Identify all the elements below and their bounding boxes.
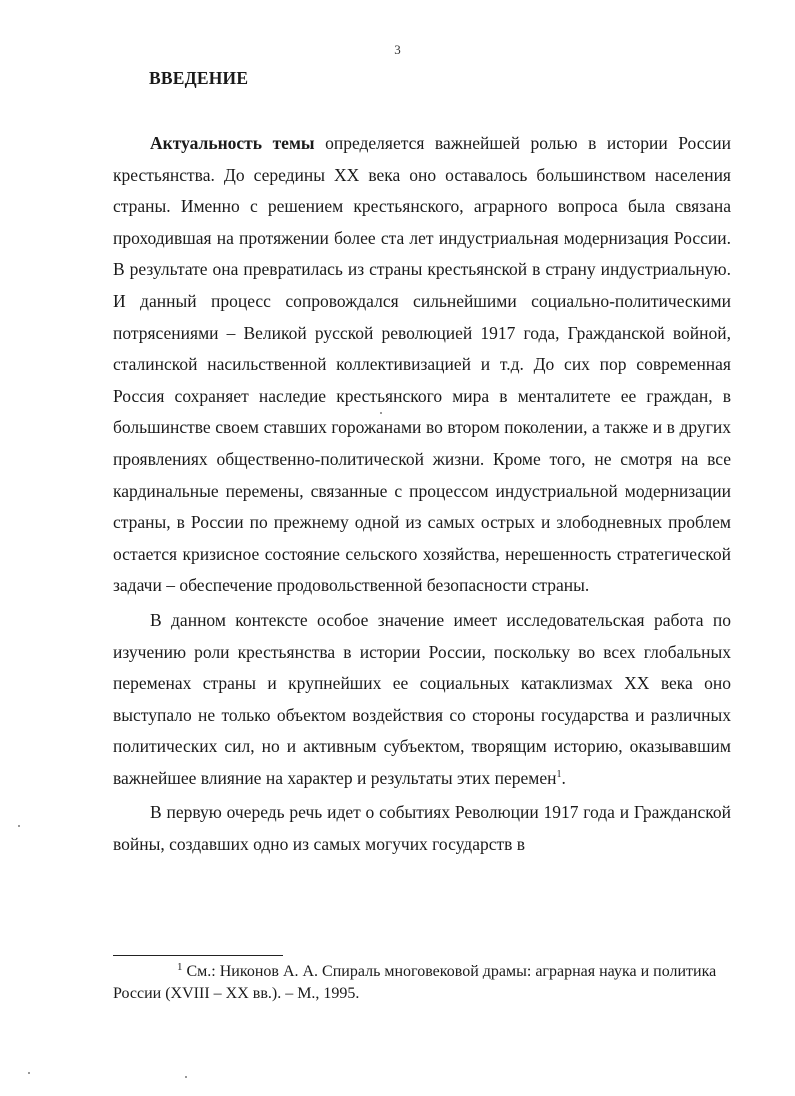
footnote-reference[interactable]: 1: [556, 769, 562, 781]
footnote-text: См.: Никонов А. А. Спираль многовековой драмы: аграрная наука и политика России (XVIII – XX вв.). – М., 1995.: [113, 963, 717, 1002]
relevance-term: Актуальность темы: [150, 133, 315, 153]
scan-speck: [28, 1072, 30, 1074]
scan-speck: [18, 825, 20, 827]
paragraph-revolution: [113, 797, 731, 860]
scan-speck: [185, 1076, 187, 1078]
paragraph-relevance: [113, 128, 731, 602]
paragraph-relevance-text: определяется важнейшей ролью в истории России крестьянства. До середины XX века оно оставалось большинством населения страны. Именно с решением крестьянского, аграрного вопроса была связана проходившая на протяжении более ста лет индустриальная модернизация России. В результате она превратилась из страны крестьянской в страну индустриальную. И данный процесс сопровождался сильнейшими социально-политическими потрясениями – Великой русской революцией 1917 года, Гражданской войной, сталинской насильственной коллективизацией и т.д. До сих пор современная Россия сохраняет наследие крестьянского мира в менталитете ее граждан, в большинстве своем ставших горожанами во втором поколении, а также и в других проявлениях общественно-политической жизни. Кроме того, не смотря на все кардинальные перемены, связанные с процессом индустриальной модернизации страны, в России по прежнему одной из самых острых и злободневных проблем остается кризисное состояние сельского хозяйства, нерешенность стратегической задачи – обеспечение продовольственной безопасности страны.: [113, 133, 731, 596]
footnote-marker: 1: [177, 960, 183, 973]
paragraph-context: [113, 605, 731, 795]
page-number: 3: [394, 42, 401, 57]
body-text: [113, 128, 731, 861]
paragraph-revolution-text: В первую очередь речь идет о событиях Революции 1917 года и Гражданской войны, создавших одно из самых могучих государств в: [113, 802, 731, 855]
footnote: [113, 961, 731, 1005]
section-heading: ВВЕДЕНИЕ: [149, 68, 249, 88]
paragraph-context-end: .: [561, 767, 566, 788]
footnote-divider: [113, 955, 283, 956]
scan-speck: [380, 412, 382, 414]
paragraph-context-text: В данном контексте особое значение имеет исследовательская работа по изучению роли крестьянства в истории России, поскольку во всех глобальных переменах страны и крупнейших ее социальных катаклизмах XX века оно выступало не только объектом воздействия со стороны государства и различных политических сил, но и активным субъектом, творящим историю, оказывавшим важнейшее влияние на характер и результаты этих перемен: [113, 609, 731, 788]
